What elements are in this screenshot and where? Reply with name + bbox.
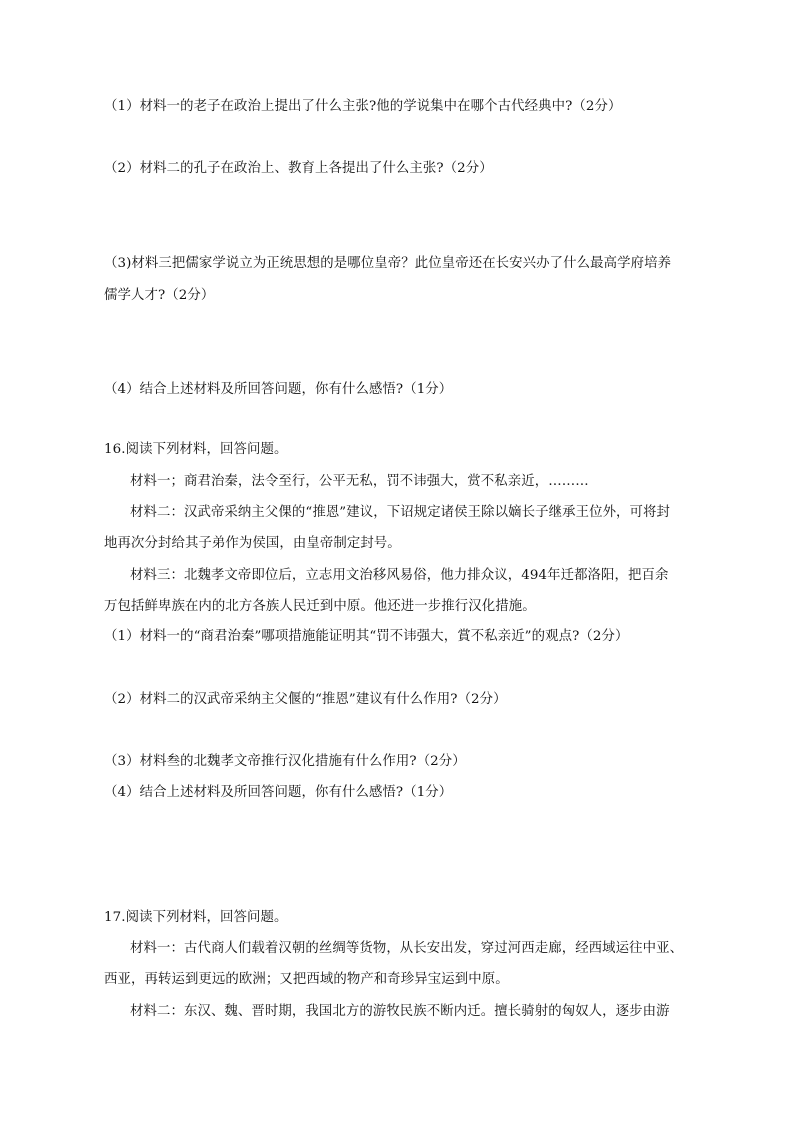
material-16-2-line2: 地再次分封给其子弟作为侯国，由皇帝制定封号。 — [104, 536, 401, 551]
question-16-2: （2）材料二的汉武帝采纳主父偃的“推恩”建议有什么作用?（2分） — [104, 692, 507, 707]
question-16-3: （3）材料叁的北魏孝文帝推行汉化措施有什么作用?（2分） — [104, 754, 466, 769]
material-16-3-line1: 材料三：北魏孝文帝即位后，立志用文治移风易俗，他力排众议，494年迁都洛阳，把百余 — [130, 568, 669, 583]
question-15-3-line1: （3)材料三把儒家学说立为正统思想的是哪位皇帝？此位皇帝还在长安兴办了什么最高学府培养 — [104, 256, 672, 271]
question-16-4: （4）结合上述材料及所回答问题，你有什么感悟?（1分） — [104, 785, 453, 800]
question-17-title: 17.阅读下列材料，回答问题。 — [104, 910, 288, 925]
material-17-2-line1: 材料二：东汉、魏、晋时期，我国北方的游牧民族不断内迁。擅长骑射的匈奴人，逐步由游 — [130, 1004, 670, 1019]
question-15-4: （4）结合上述材料及所回答问题，你有什么感悟?（1分） — [104, 382, 453, 397]
material-16-1: 材料一；商君治秦，法令至行，公平无私，罚不讳强大，赏不私亲近，……… — [130, 474, 589, 489]
question-15-1: （1）材料一的老子在政治上提出了什么主张?他的学说集中在哪个古代经典中?（2分） — [104, 99, 622, 114]
material-16-2-line1: 材料二：汉武帝采纳主父倮的“推恩”建议，下诏规定诸侯王除以嫡长子继承王位外，可将封 — [130, 505, 671, 520]
material-17-1-line2: 西亚，再转运到更远的欧洲；又把西域的物产和奇珍异宝运到中原。 — [104, 972, 509, 987]
question-16-1: （1）材料一的“商君治秦”哪项措施能证明其“罚不讳强大，賞不私亲近”的观点?（2分） — [104, 629, 629, 644]
material-16-3-line2: 万包括鲜卑族在内的北方各族人民迁到中原。他还进一步推行汉化措施。 — [104, 599, 536, 614]
question-15-3-line2: 儒学人才?（2分） — [104, 288, 215, 303]
question-16-title: 16.阅读下列材料，回答问题。 — [104, 442, 288, 457]
material-17-1-line1: 材料一：古代商人们载着汉朝的丝绸等货物，从长安出发，穿过河西走廊，经西域运往中亚、 — [130, 941, 684, 956]
question-15-2: （2）材料二的孔子在政治上、教育上各提出了什么主张?（2分） — [104, 161, 493, 176]
